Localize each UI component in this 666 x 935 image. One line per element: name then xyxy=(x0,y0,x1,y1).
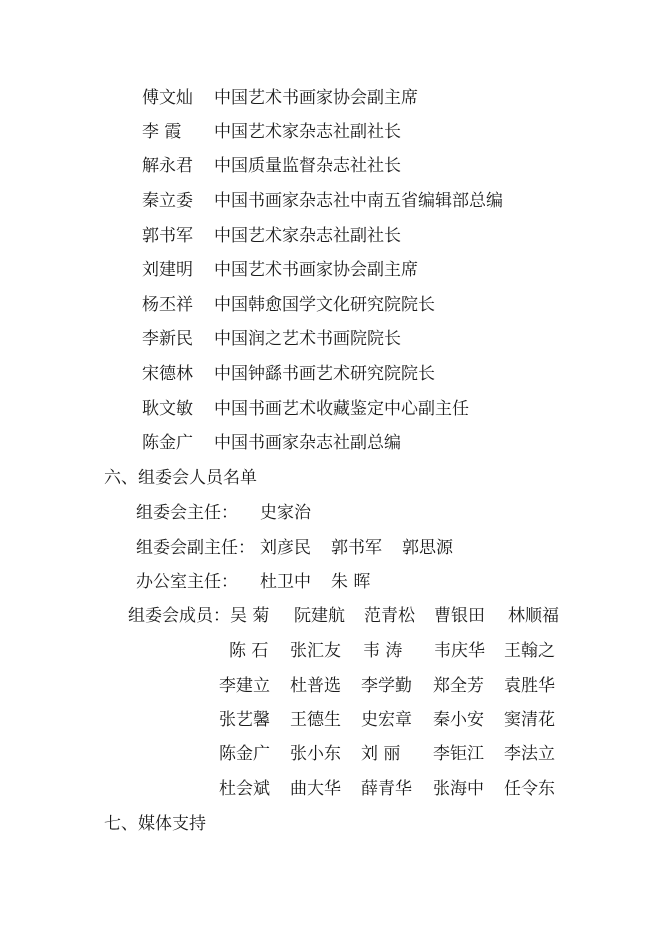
office-label: 办公室主任： xyxy=(136,572,238,592)
official-name: 秦立委 xyxy=(142,191,193,211)
official-name: 解永君 xyxy=(142,156,193,176)
section-heading-media: 七、媒体支持 xyxy=(104,814,206,834)
official-title: 中国书画家杂志社中南五省编辑部总编 xyxy=(214,191,503,211)
director-label: 组委会主任： xyxy=(136,503,238,523)
member-name: 陈 石 xyxy=(229,641,269,661)
member-name: 李学勤 xyxy=(361,676,412,696)
member-name: 张艺馨 xyxy=(219,710,270,730)
member-name: 韦 涛 xyxy=(363,641,403,661)
official-title: 中国艺术书画家协会副主席 xyxy=(214,88,418,108)
official-title: 中国书画家杂志社副总编 xyxy=(214,433,401,453)
member-name: 刘 丽 xyxy=(361,744,401,764)
member-name: 曲大华 xyxy=(290,779,341,799)
member-name: 杜普选 xyxy=(290,676,341,696)
official-title: 中国书画艺术收藏鉴定中心副主任 xyxy=(214,399,469,419)
member-name: 吴 菊 xyxy=(230,606,270,626)
members-label: 组委会成员： xyxy=(128,606,230,626)
official-name: 宋德林 xyxy=(142,364,193,384)
member-name: 李钜江 xyxy=(433,744,484,764)
member-name: 李建立 xyxy=(219,676,270,696)
office-name: 朱 晖 xyxy=(331,572,371,592)
official-title: 中国质量监督杂志社社长 xyxy=(214,156,401,176)
member-name: 范青松 xyxy=(364,606,415,626)
member-name: 王德生 xyxy=(290,710,341,730)
member-name: 史宏章 xyxy=(361,710,412,730)
member-name: 任令东 xyxy=(504,779,555,799)
member-name: 林顺福 xyxy=(508,606,559,626)
member-name: 王翰之 xyxy=(504,641,555,661)
member-name: 张汇友 xyxy=(290,641,341,661)
member-name: 袁胜华 xyxy=(504,676,555,696)
office-name: 杜卫中 xyxy=(260,572,311,592)
official-title: 中国钟繇书画艺术研究院院长 xyxy=(214,364,435,384)
vice-name: 刘彦民 xyxy=(260,538,311,558)
official-name: 李 霞 xyxy=(142,122,182,142)
member-name: 阮建航 xyxy=(294,606,345,626)
member-name: 韦庆华 xyxy=(434,641,485,661)
official-name: 郭书军 xyxy=(142,226,193,246)
vice-name: 郭思源 xyxy=(402,538,453,558)
member-name: 薛青华 xyxy=(361,779,412,799)
member-name: 秦小安 xyxy=(433,710,484,730)
official-name: 耿文敏 xyxy=(142,399,193,419)
member-name: 窦清花 xyxy=(504,710,555,730)
official-name: 傅文灿 xyxy=(142,88,193,108)
director-name: 史家治 xyxy=(260,503,311,523)
member-name: 张小东 xyxy=(290,744,341,764)
official-name: 李新民 xyxy=(142,329,193,349)
official-title: 中国润之艺术书画院院长 xyxy=(214,329,401,349)
member-name: 李法立 xyxy=(504,744,555,764)
vice-name: 郭书军 xyxy=(331,538,382,558)
member-name: 陈金广 xyxy=(219,744,270,764)
member-name: 杜会斌 xyxy=(219,779,270,799)
official-title: 中国艺术家杂志社副社长 xyxy=(214,122,401,142)
official-title: 中国艺术家杂志社副社长 xyxy=(214,226,401,246)
official-name: 陈金广 xyxy=(142,433,193,453)
member-name: 张海中 xyxy=(433,779,484,799)
vice-label: 组委会副主任： xyxy=(136,538,255,558)
official-name: 刘建明 xyxy=(142,260,193,280)
official-title: 中国韩愈国学文化研究院院长 xyxy=(214,295,435,315)
member-name: 郑全芳 xyxy=(433,676,484,696)
section-heading-committee: 六、组委会人员名单 xyxy=(104,468,257,488)
official-title: 中国艺术书画家协会副主席 xyxy=(214,260,418,280)
official-name: 杨丕祥 xyxy=(142,295,193,315)
member-name: 曹银田 xyxy=(434,606,485,626)
